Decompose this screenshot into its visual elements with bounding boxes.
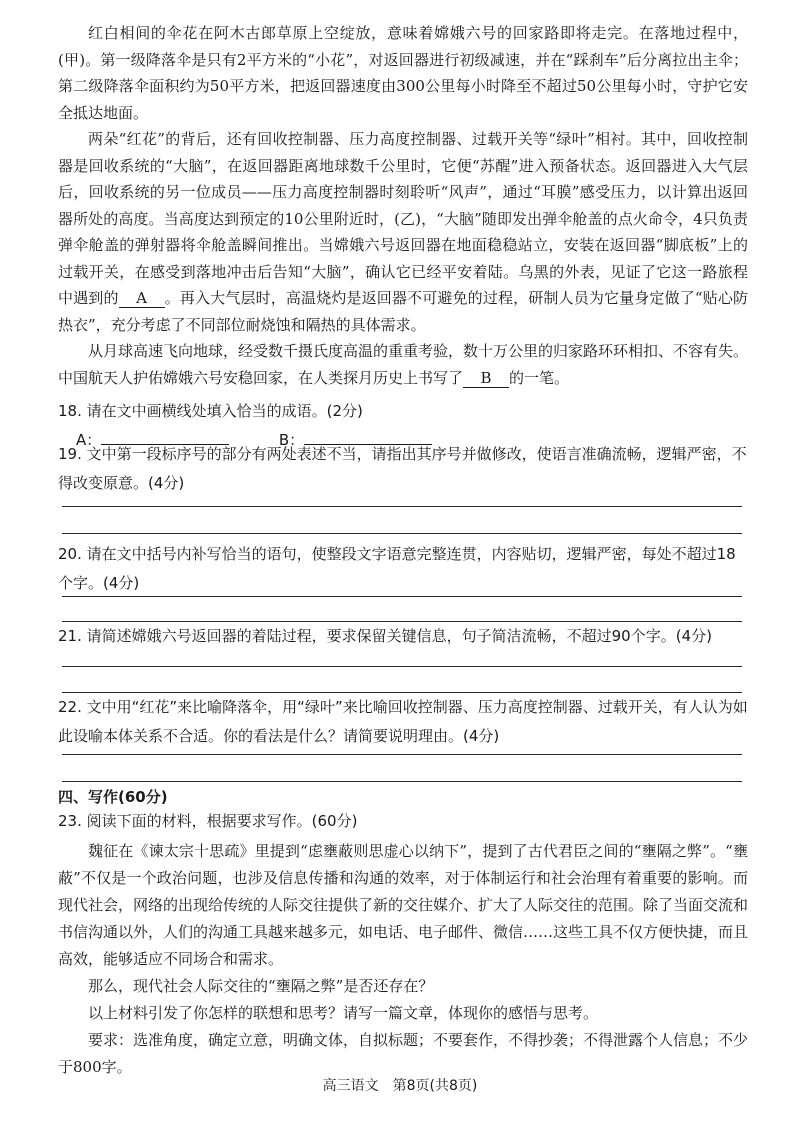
- question-22-text: 22. 文中用“红花”来比喻降落伞，用“绿叶”来比喻回收控制器、压力高度控制器、过载开关，有人认为如此设喻本体关系不合适。你的看法是什么？请简要说明理由。(4分): [58, 698, 748, 745]
- question-19-text: 19. 文中第一段标序号的部分有两处表述不当，请指出其序号并做修改，使语言准确流畅，逻辑严密，不得改变原意。(4分): [58, 445, 747, 492]
- question-21-text: 21. 请简述嫦娥六号返回器的着陆过程，要求保留关键信息，句子简洁流畅，不超过90个字。(4分): [58, 627, 712, 645]
- passage-paragraph-1: 红白相间的伞花在阿木古郎草原上空绽放，意味着嫦娥六号的回家路即将走完。在落地过程中，(甲)。第一级降落伞是只有2平方米的“小花”，对返回器进行初级减速，并在“踩刹车”后分离拉出主伞；第二级降落伞面积约为50平方米，把返回器速度由300公里每小时降至不超过50公里每小时，守护它安全抵达地面。: [58, 24, 748, 122]
- writing-prompt: 以上材料引发了你怎样的联想和思考？请写一篇文章，体现你的感悟与思考。: [88, 1004, 599, 1022]
- page-footer: 高三语文 第8页(共8页): [322, 1078, 478, 1094]
- writing-material: [58, 838, 748, 1081]
- question-18-text: 18. 请在文中画横线处填入恰当的成语。(2分): [58, 402, 363, 420]
- question-23: [58, 807, 748, 836]
- answer-line[interactable]: [62, 533, 742, 534]
- section-title: 四、写作(60分): [58, 788, 168, 806]
- answer-line[interactable]: [62, 754, 742, 755]
- question-19: [58, 440, 748, 498]
- marker-yi: 乙: [399, 209, 416, 228]
- question-20-text: 20. 请在文中括号内补写恰当的语句，使整段文字语意完整连贯，内容贴切，逻辑严密，每处不超过18个字。(4分): [58, 545, 736, 592]
- question-23-text: 23. 阅读下面的材料，根据要求写作。(60分): [58, 812, 358, 830]
- marker-jia: 甲: [63, 50, 80, 69]
- question-20: [58, 540, 748, 598]
- material-paragraph: 魏征在《谏太宗十思疏》里提到“虑壅蔽则思虚心以纳下”，提到了古代君臣之间的“壅隔之弊”。“壅蔽”不仅是一个政治问题，也涉及信息传播和沟通的效率，对于体制运行和社会治理有着重要的影响。而现代社会，网络的出现给传统的人际交往提供了新的交往媒介、扩大了人际交往的范围。除了当面交流和书信沟通以外，人们的沟通工具越来越多元，如电话、电子邮件、微信……这些工具不仅方便快捷，而且高效，能够适应不同场合和需求。: [58, 842, 749, 968]
- passage-paragraph-3: 从月球高速飞向地球，经受数千摄氏度高温的重重考验，数十万公里的归家路环环相扣、不容有失。中国航天人护佑嫦娥六号安稳回家，在人类探月历史上书写了 B 的一笔。: [58, 342, 749, 387]
- answer-b-label: B：: [278, 431, 305, 449]
- question-21: [58, 622, 748, 651]
- material-question: 那么，现代社会人际交往的“壅隔之弊”是否还存在？: [88, 977, 434, 995]
- blank-a: A: [119, 289, 165, 308]
- question-22: [58, 693, 748, 751]
- passage-paragraph-2: 两朵“红花”的背后，还有回收控制器、压力高度控制器、过载开关等“绿叶”相衬。其中，回收控制器是回收系统的“大脑”，在返回器距离地球数千公里时，它便“苏醒”进入预备状态。返回器进入大气层后，回收系统的另一位成员——压力高度控制器时刻聆听“风声”，通过“耳膜”感受压力，以计算出返回器所处的高度。当高度达到预定的10公里附近时，(乙)，“大脑”随即发出弹伞舱盖的点火命令，4只负责弹伞舱盖的弹射器将伞舱盖瞬间推出。当嫦娥六号返回器在地面稳稳站立，安装在返回器“脚底板”上的过载开关，在感受到落地冲击后告知“大脑”，确认它已经平安着陆。乌黑的外表，见证了它这一路旅程中遇到的 A 。再入大气层时，高温烧灼是返回器不可避免的过程，研制人员为它量身定做了“贴心防热衣”，充分考虑了不同部位耐烧蚀和隔热的具体需求。: [58, 130, 748, 334]
- answer-line[interactable]: [62, 506, 742, 507]
- answer-line[interactable]: [62, 666, 742, 667]
- blank-b: B: [463, 369, 509, 388]
- answer-line[interactable]: [62, 596, 742, 597]
- answer-a-label: A：: [76, 431, 102, 449]
- writing-requirements: 要求：选准角度，确定立意，明确文体，自拟标题；不要套作，不得抄袭；不得泄露个人信息；不少于800字。: [58, 1031, 749, 1076]
- reading-passage: [58, 20, 748, 391]
- answer-line[interactable]: [62, 781, 742, 782]
